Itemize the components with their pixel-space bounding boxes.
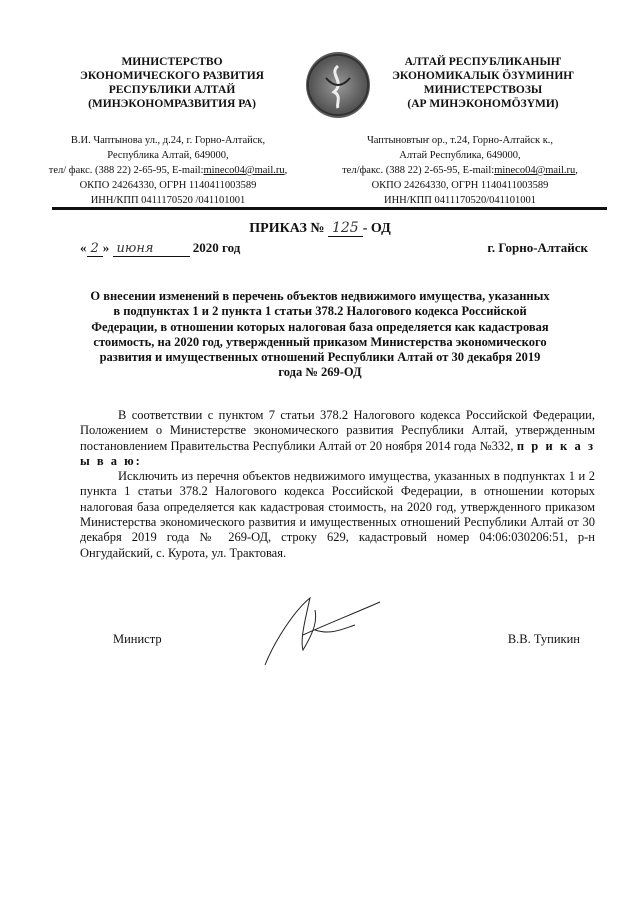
address-left xyxy=(28,133,308,208)
address-line: Чаптыновтыҥ ор., т.24, Горно-Алтайск к., xyxy=(366,135,554,146)
header-line: (АР МИНЭКОНОМÖЗҮМИ) xyxy=(407,98,559,110)
date-day: 2 xyxy=(87,241,103,257)
address-line: ИНН/КПП 0411170520 /041101001 xyxy=(90,195,246,206)
phone-text: тел/ факс. (388 22) 2-65-95, E-mail: xyxy=(48,165,204,176)
address-line xyxy=(320,163,600,178)
address-line: ИНН/КПП 0411170520/041101001 xyxy=(384,195,536,206)
address-right xyxy=(320,133,600,208)
document-heading: О внесении изменений в перечень объектов недвижимого имущества, указанных в подпунктах 1 и 2 пункта 1 статьи 378.2 Налогового кодекса Российской Федерации, в отношении которых налоговая база определяется как кадастровая стоимость, на 2020 год, утвержденный приказом Министерства экономического развития и имущественных отношений Республики Алтай от 30 декабря 2019 года № 269-ОД xyxy=(90,289,550,380)
paragraph-text: В соответствии с пунктом 7 статьи 378.2 Налогового кодекса Российской Федерации, Положением о Министерстве экономического развития Республики Алтай, утвержденным постановлением Правительства Республики Алтай от 20 ноября 2014 года №332, xyxy=(80,408,595,453)
address-line: Республика Алтай, 649000, xyxy=(107,150,229,161)
header-divider xyxy=(52,207,607,210)
order-date xyxy=(80,240,240,256)
address-line: ОКПО 24264330, ОГРН 1140411003589 xyxy=(79,180,257,191)
signer-position: Министр xyxy=(113,632,162,646)
header-line: ЭКОНОМИКАЛЫК ÖЗҮМИНИҤ xyxy=(392,70,574,82)
city: г. Горно-Алтайск xyxy=(487,240,588,255)
order-suffix: - ОД xyxy=(362,221,391,236)
email-link[interactable]: mineco04@mail.ru xyxy=(494,165,576,176)
punct: , xyxy=(284,165,288,176)
address-line: В.И. Чаптынова ул., д.24, г. Горно-Алтайск, xyxy=(70,135,266,146)
header-left xyxy=(52,55,292,111)
header-line: ЭКОНОМИЧЕСКОГО РАЗВИТИЯ xyxy=(80,70,264,82)
punct: , xyxy=(575,165,578,176)
header-right xyxy=(363,55,603,111)
email-link[interactable]: mineco04@mail.ru xyxy=(203,165,285,176)
phone-text: тел/факс. (388 22) 2-65-95, E-mail: xyxy=(342,165,495,176)
date-year: 2020 год xyxy=(192,240,241,255)
order-prefix: ПРИКАЗ № xyxy=(249,221,325,236)
signer-name: В.В. Тупикин xyxy=(507,632,580,646)
handwritten-signature xyxy=(255,590,385,670)
quote: « xyxy=(80,240,87,255)
address-line: ОКПО 24264330, ОГРН 1140411003589 xyxy=(371,180,549,191)
paragraph: Исключить из перечня объектов недвижимого имущества, указанных в подпунктах 1 и 2 пункта 1 статьи 378.2 Налогового кодекса Российской Федерации, в отношении которых налоговая база определяется как кадастровая стоимость, на 2020 год, утвержденного приказом Министерства экономического развития и имущественных отношений Республики Алтай от 30 декабря 2019 года № 269-ОД, строку 629, кадастровый номер 04:06:030206:51, р-н Онгудайский, с. Курота, ул. Трактовая. xyxy=(80,469,595,560)
address-line xyxy=(28,163,308,178)
order-verb: п р и к а з ы в а ю: xyxy=(80,438,595,468)
header-line: АЛТАЙ РЕСПУБЛИКАНЫҤ xyxy=(404,56,562,68)
header-line: РЕСПУБЛИКИ АЛТАЙ xyxy=(108,84,236,96)
header-line: МИНИСТЕРСТВО xyxy=(121,56,223,68)
paragraph xyxy=(80,408,595,469)
coat-of-arms-emblem xyxy=(306,52,370,118)
quote: » xyxy=(102,240,110,255)
header-line: (МИНЭКОНОМРАЗВИТИЯ РА) xyxy=(88,98,256,110)
date-month: июня xyxy=(113,241,190,257)
document-body xyxy=(80,408,595,561)
order-number: 125 xyxy=(328,220,363,237)
header-line: МИНИСТЕРСТВОЗЫ xyxy=(423,84,543,96)
order-title xyxy=(0,220,640,237)
address-line: Алтай Республика, 649000, xyxy=(399,150,521,161)
